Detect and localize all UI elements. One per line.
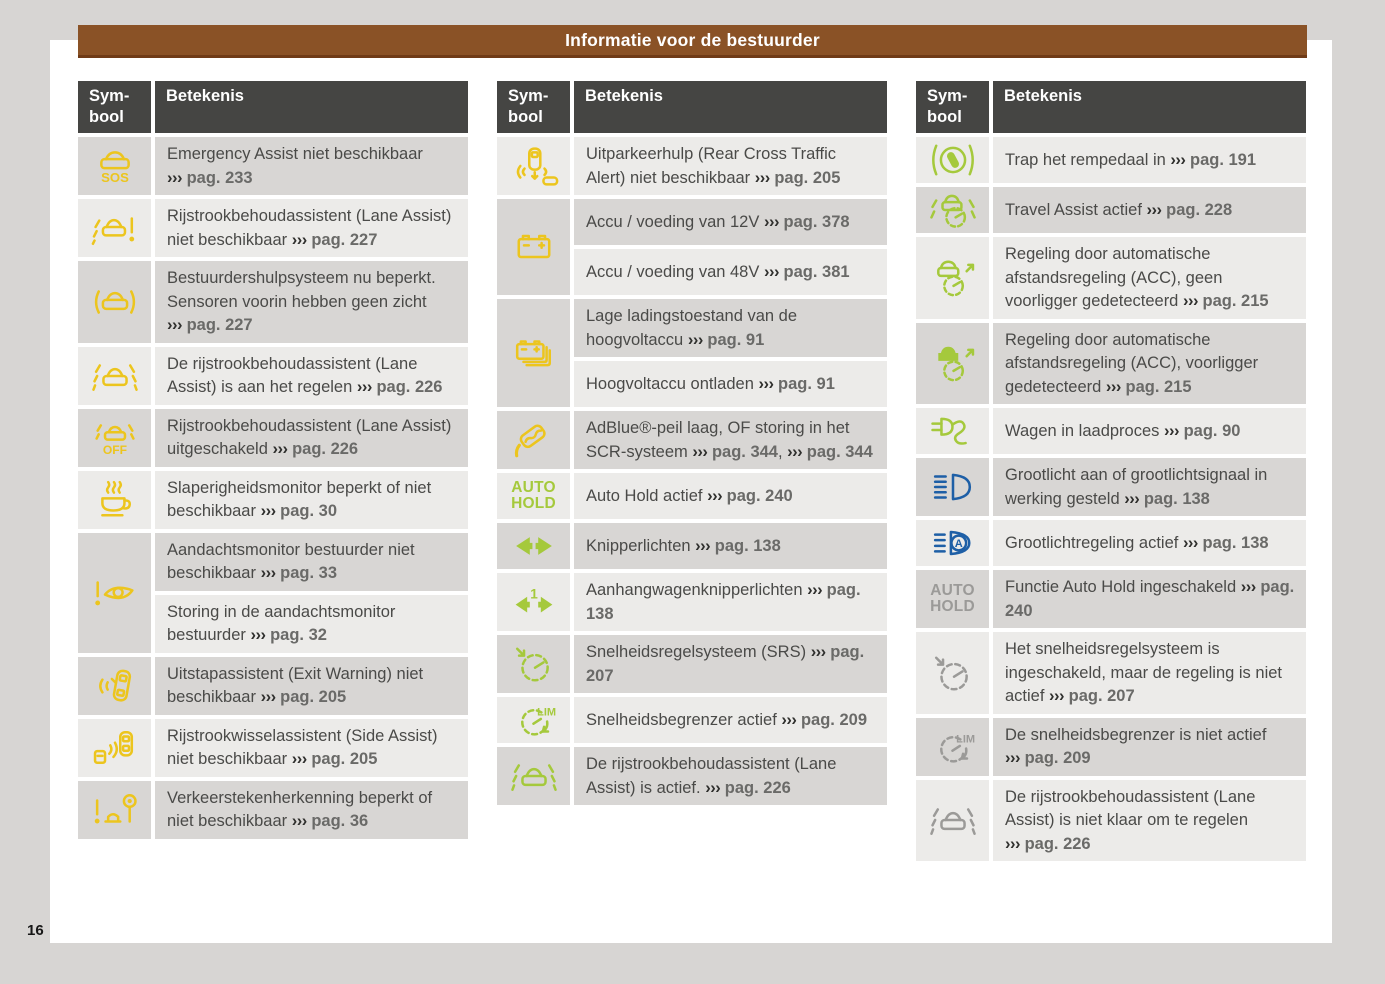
meaning-text: Rijstrookbehoudassistent (Lane Assist) uitgeschakeld <box>167 416 452 458</box>
table-row <box>78 719 468 777</box>
ref-arrow: ››› <box>1005 749 1020 767</box>
meaning-content <box>167 267 458 338</box>
symbol-meaning-cell <box>155 719 468 777</box>
ref-arrow: ››› <box>1170 150 1186 169</box>
page-reference: pag. 209 <box>1024 749 1091 767</box>
arrows-1-icon <box>497 573 570 631</box>
symbol-table-2 <box>497 81 887 861</box>
meaning-content <box>1005 576 1296 623</box>
table-row <box>78 409 468 467</box>
page-reference: pag. 215 <box>1125 377 1192 396</box>
table-header-row <box>497 81 887 133</box>
table-row <box>78 137 468 195</box>
page-reference: pag. 381 <box>783 262 850 281</box>
table-row <box>497 199 887 295</box>
ref-arrow: ››› <box>754 168 770 187</box>
meaning-text: Uitparkeerhulp (Rear Cross Traffic Alert) niet beschikbaar <box>586 145 837 187</box>
symbol-meaning-cell <box>574 411 887 469</box>
lane-off-icon <box>78 409 151 467</box>
meaning-cells <box>155 781 468 839</box>
meaning-text: Regeling door automatische afstandsregeling (ACC), geen voorligger gedetecteerd <box>1005 245 1223 310</box>
ref-arrow: ››› <box>1146 200 1162 219</box>
page-reference: pag. 226 <box>724 778 791 797</box>
table-row <box>78 657 468 715</box>
meaning-content <box>1005 786 1296 857</box>
symbol-meaning-cell <box>155 533 468 591</box>
meaning-content <box>586 579 877 626</box>
table-row <box>916 520 1306 566</box>
page-reference: pag. 227 <box>311 230 378 249</box>
ref-arrow: ››› <box>810 643 826 661</box>
meaning-cells <box>993 408 1306 454</box>
page-reference: pag. 344 <box>711 442 778 461</box>
symbol-meaning-cell <box>574 249 887 295</box>
table-row <box>497 299 887 407</box>
car-sos-icon <box>78 137 151 195</box>
page-reference: pag. 240 <box>1005 578 1295 620</box>
ref-arrow: ››› <box>167 316 182 334</box>
symbol-meaning-cell <box>574 199 887 245</box>
meaning-text: De rijstrookbehoudassistent (Lane Assist) is niet klaar om te regelen <box>1005 787 1256 829</box>
symbol-meaning-cell <box>155 471 468 529</box>
meaning-content <box>1005 532 1269 556</box>
meaning-text: Grootlichtregeling actief <box>1005 533 1179 552</box>
symbol-meaning-cell <box>993 632 1306 714</box>
symbol-meaning-cell <box>155 781 468 839</box>
meaning-text: De rijstrookbehoudassistent (Lane Assist) is aan het regelen <box>167 354 418 396</box>
column-header-meaning: Betekenis <box>993 81 1306 133</box>
meaning-cells <box>993 237 1306 319</box>
table-row <box>916 632 1306 714</box>
table-row <box>78 781 468 839</box>
symbol-meaning-cell <box>574 361 887 407</box>
limiter-icon <box>916 718 989 776</box>
charging-icon <box>916 408 989 454</box>
symbol-meaning-cell <box>574 473 887 519</box>
lane-regulate-icon <box>916 780 989 862</box>
symbol-meaning-cell <box>574 573 887 631</box>
page-reference: pag. 32 <box>270 626 327 644</box>
table-row <box>78 261 468 343</box>
page-reference: pag. 209 <box>800 710 868 729</box>
ref-arrow: ››› <box>807 581 823 599</box>
meaning-text: Storing in de aandachtsmonitor bestuurder <box>167 602 396 644</box>
meaning-cells <box>993 718 1306 776</box>
symbol-meaning-cell <box>574 299 887 357</box>
meaning-content <box>1005 149 1256 173</box>
column-header-symbol: Sym-bool <box>497 81 570 133</box>
acc-empty-icon <box>916 237 989 319</box>
page-reference: pag. 138 <box>1202 533 1269 552</box>
meaning-text: Emergency Assist niet beschikbaar <box>167 145 423 163</box>
meaning-cells <box>574 747 887 805</box>
meaning-content <box>586 373 835 397</box>
meaning-content <box>1005 243 1296 314</box>
sensor-limited-icon <box>78 261 151 343</box>
meaning-cells <box>574 523 887 569</box>
table-header-row <box>916 81 1306 133</box>
battery-stack-icon <box>497 299 570 407</box>
page-reference: pag. 91 <box>707 330 765 349</box>
meaning-content <box>586 753 877 800</box>
table-row <box>916 458 1306 516</box>
travel-assist-icon <box>916 187 989 233</box>
meaning-cells <box>574 299 887 407</box>
page-reference: pag. 205 <box>774 168 841 187</box>
page-reference: pag. 30 <box>280 502 338 520</box>
ref-arrow: ››› <box>705 778 721 797</box>
page-reference: pag. 215 <box>1202 292 1269 310</box>
table-row <box>78 347 468 405</box>
symbol-meaning-cell <box>155 657 468 715</box>
meaning-content <box>586 305 877 352</box>
meaning-cells <box>155 657 468 715</box>
meaning-cells <box>993 632 1306 714</box>
meaning-content <box>1005 464 1296 511</box>
ref-arrow: ››› <box>1124 489 1140 508</box>
meaning-text: Wagen in laadproces <box>1005 421 1160 440</box>
meaning-content <box>167 143 458 190</box>
meaning-content <box>586 211 850 235</box>
page-reference: pag. 226 <box>376 378 443 396</box>
page-reference: pag. 138 <box>586 581 861 623</box>
page-reference: pag. 227 <box>186 316 253 334</box>
rear-cross-icon <box>497 137 570 195</box>
high-beam-auto-icon <box>916 520 989 566</box>
table-row <box>497 523 887 569</box>
ref-arrow: ››› <box>1182 533 1198 552</box>
page-banner <box>78 25 1307 58</box>
meaning-text: Accu / voeding van 12V <box>586 212 760 231</box>
table-row <box>916 187 1306 233</box>
symbol-meaning-cell <box>155 409 468 467</box>
table-row <box>497 473 887 519</box>
ref-arrow: ››› <box>291 750 307 768</box>
meaning-content <box>1005 724 1296 771</box>
high-beam-icon <box>916 458 989 516</box>
ref-arrow: ››› <box>1182 292 1198 310</box>
table-row <box>916 570 1306 628</box>
symbol-meaning-cell <box>574 747 887 805</box>
ref-arrow: ››› <box>1049 687 1065 705</box>
symbol-meaning-cell <box>155 199 468 257</box>
coffee-icon <box>78 471 151 529</box>
page-reference: pag. 205 <box>311 750 378 768</box>
ref-arrow: ››› <box>758 374 774 393</box>
meaning-content <box>167 415 458 462</box>
side-assist-icon <box>78 719 151 777</box>
meaning-text: Accu / voeding van 48V <box>586 262 760 281</box>
table-header-row <box>78 81 468 133</box>
meaning-cells <box>993 570 1306 628</box>
meaning-cells <box>993 137 1306 183</box>
ref-arrow: ››› <box>692 442 708 461</box>
brake-pedal-icon <box>916 137 989 183</box>
ref-arrow: ››› <box>763 262 779 281</box>
ref-arrow: ››› <box>250 626 266 644</box>
page-reference: pag. 91 <box>778 374 835 393</box>
meaning-cells <box>155 719 468 777</box>
table-row <box>497 697 887 743</box>
meaning-cells <box>155 261 468 343</box>
ref-arrow: ››› <box>1240 578 1256 596</box>
table-row <box>916 237 1306 319</box>
meaning-text: De snelheidsbegrenzer is niet actief <box>1005 725 1267 744</box>
symbol-meaning-cell <box>574 137 887 195</box>
table-row <box>916 323 1306 405</box>
meaning-content <box>586 641 877 688</box>
meaning-content <box>586 261 850 285</box>
limiter-icon <box>497 697 570 743</box>
traffic-sign-icon <box>78 781 151 839</box>
meaning-cells <box>155 409 468 467</box>
symbol-meaning-cell <box>155 137 468 195</box>
meaning-text: Lage ladingstoestand van de hoogvoltaccu <box>586 307 798 349</box>
table-row <box>916 408 1306 454</box>
column-header-meaning: Betekenis <box>155 81 468 133</box>
acc-vehicle-icon <box>916 323 989 405</box>
ref-arrow: ››› <box>260 502 276 520</box>
page-reference: pag. 191 <box>1189 150 1257 169</box>
meaning-text: Slaperigheidsmonitor beperkt of niet beschikbaar <box>167 478 432 520</box>
symbol-meaning-cell <box>993 718 1306 776</box>
meaning-text: Aandachtsmonitor bestuurder niet beschikbaar <box>167 540 415 582</box>
meaning-cells <box>574 573 887 631</box>
symbol-meaning-cell <box>574 697 887 743</box>
table-row <box>78 199 468 257</box>
ref-arrow: ››› <box>291 230 307 249</box>
lane-regulate-icon <box>497 747 570 805</box>
meaning-text: Knipperlichten <box>586 536 691 555</box>
ref-arrow: ››› <box>707 486 723 505</box>
ref-arrow: ››› <box>1105 377 1121 396</box>
meaning-content <box>167 787 458 834</box>
table-row <box>78 471 468 529</box>
meaning-text: De rijstrookbehoudassistent (Lane Assist) is actief. <box>586 755 837 797</box>
ref-arrow: ››› <box>695 536 711 555</box>
auto-hold-icon <box>497 473 570 519</box>
meaning-content <box>167 539 458 586</box>
battery-icon <box>497 199 570 295</box>
table-row <box>497 411 887 469</box>
adblue-icon <box>497 411 570 469</box>
meaning-text: Aanhangwagenknipperlichten <box>586 581 803 599</box>
ref-arrow: ››› <box>763 212 779 231</box>
page-reference: pag. 226 <box>1024 834 1091 853</box>
meaning-cells <box>574 137 887 195</box>
page-reference: pag. 233 <box>186 168 253 187</box>
auto-hold-text: AUTO HOLD <box>511 478 556 512</box>
meaning-content <box>1005 638 1296 709</box>
page-reference: pag. 90 <box>1183 421 1241 440</box>
ref-arrow: ››› <box>781 710 797 729</box>
page-reference: pag. 228 <box>1166 200 1233 219</box>
meaning-content <box>586 485 793 509</box>
lane-regulate-icon <box>78 347 151 405</box>
meaning-cells <box>155 199 468 257</box>
page-reference: pag. 226 <box>292 440 359 458</box>
symbol-meaning-cell <box>993 137 1306 183</box>
banner-title: Informatie voor de bestuurder <box>565 29 820 50</box>
page-reference: pag. 378 <box>783 212 850 231</box>
page-number: 16 <box>27 922 44 939</box>
meaning-text: Functie Auto Hold ingeschakeld <box>1005 578 1237 596</box>
meaning-content <box>586 709 867 733</box>
meaning-text: Snelheidsbegrenzer actief <box>586 710 777 729</box>
table-row <box>497 747 887 805</box>
table-row <box>497 573 887 631</box>
auto-hold-icon <box>916 570 989 628</box>
meaning-content <box>167 205 458 252</box>
table-row <box>916 718 1306 776</box>
column-header-symbol: Sym-bool <box>916 81 989 133</box>
meaning-text: Uitstapassistent (Exit Warning) niet beschikbaar <box>167 664 424 706</box>
table-row <box>497 137 887 195</box>
page-reference: pag. 33 <box>280 564 338 582</box>
meaning-content <box>167 477 458 524</box>
lane-warning-icon <box>78 199 151 257</box>
meaning-cells <box>993 520 1306 566</box>
page-reference: pag. 205 <box>280 688 347 706</box>
meaning-text: Het snelheidsregelsysteem is ingeschakeld, maar de regeling is niet actief <box>1005 640 1282 705</box>
meaning-text: Trap het rempedaal in <box>1005 150 1166 169</box>
ref-arrow: ››› <box>356 378 372 396</box>
page-reference: pag. 36 <box>311 812 369 830</box>
meaning-cells <box>574 199 887 295</box>
page-reference: pag. 207 <box>586 643 865 685</box>
meaning-content <box>167 601 458 648</box>
column-header-meaning: Betekenis <box>574 81 887 133</box>
cruise-icon <box>916 632 989 714</box>
meaning-content <box>1005 420 1240 444</box>
meaning-text: Snelheidsregelsysteem (SRS) <box>586 643 807 661</box>
symbol-meaning-cell <box>993 323 1306 405</box>
symbol-meaning-cell <box>993 570 1306 628</box>
page-reference: pag. 138 <box>1143 489 1210 508</box>
meaning-cells <box>993 458 1306 516</box>
ref-arrow: ››› <box>787 442 803 461</box>
ref-arrow: ››› <box>260 564 276 582</box>
meaning-text: Auto Hold actief <box>586 486 703 505</box>
table-row <box>497 635 887 693</box>
symbol-meaning-cell <box>155 595 468 653</box>
symbol-tables <box>78 81 1307 861</box>
meaning-text: Hoogvoltaccu ontladen <box>586 374 754 393</box>
symbol-meaning-cell <box>574 635 887 693</box>
meaning-cells <box>155 533 468 653</box>
meaning-text: Rijstrookwisselassistent (Side Assist) niet beschikbaar <box>167 726 438 768</box>
symbol-meaning-cell <box>155 347 468 405</box>
symbol-meaning-cell <box>993 187 1306 233</box>
meaning-content <box>1005 329 1296 400</box>
eye-warning-icon <box>78 533 151 653</box>
symbol-meaning-cell <box>993 408 1306 454</box>
meaning-cells <box>574 635 887 693</box>
meaning-cells <box>574 411 887 469</box>
ref-arrow: ››› <box>167 168 182 187</box>
meaning-text: Regeling door automatische afstandsregeling (ACC), voorligger gedetecteerd <box>1005 330 1259 396</box>
meaning-content <box>586 535 781 559</box>
ref-arrow: ››› <box>1164 421 1179 440</box>
page-reference: pag. 138 <box>714 536 781 555</box>
meaning-content <box>586 143 877 190</box>
meaning-content <box>1005 199 1232 223</box>
cruise-icon <box>497 635 570 693</box>
symbol-meaning-cell <box>993 237 1306 319</box>
page-reference: pag. 344 <box>806 442 873 461</box>
auto-hold-text: AUTO HOLD <box>930 581 975 615</box>
page-reference: pag. 207 <box>1068 687 1135 705</box>
symbol-meaning-cell <box>155 261 468 343</box>
ref-arrow: ››› <box>272 440 288 458</box>
symbol-meaning-cell <box>993 458 1306 516</box>
symbol-meaning-cell <box>993 780 1306 862</box>
meaning-text: Verkeerstekenherkenning beperkt of niet beschikbaar <box>167 788 433 830</box>
meaning-cells <box>155 137 468 195</box>
symbol-table-3 <box>916 81 1306 861</box>
meaning-text: AdBlue®-peil laag, OF storing in het SCR-systeem <box>586 419 850 461</box>
ref-arrow: ››› <box>1005 834 1020 853</box>
meaning-text: Bestuurdershulpsysteem nu beperkt. Sensoren voorin hebben geen zicht <box>167 269 436 311</box>
table-row <box>916 137 1306 183</box>
meaning-cells <box>155 471 468 529</box>
ref-arrow: ››› <box>291 812 307 830</box>
meaning-cells <box>993 780 1306 862</box>
meaning-cells <box>155 347 468 405</box>
meaning-text: Rijstrookbehoudassistent (Lane Assist) niet beschikbaar <box>167 207 452 249</box>
exit-warning-icon <box>78 657 151 715</box>
symbol-meaning-cell <box>993 520 1306 566</box>
arrows-lr-icon <box>497 523 570 569</box>
symbol-table-1 <box>78 81 468 861</box>
meaning-cells <box>574 473 887 519</box>
column-header-symbol: Sym-bool <box>78 81 151 133</box>
meaning-text: Travel Assist actief <box>1005 200 1142 219</box>
meaning-text: Grootlicht aan of grootlichtsignaal in werking gesteld <box>1005 466 1268 508</box>
page-reference: pag. 240 <box>726 486 793 505</box>
meaning-cells <box>574 697 887 743</box>
ref-arrow: ››› <box>687 330 703 349</box>
meaning-cells <box>993 187 1306 233</box>
table-row <box>78 533 468 653</box>
ref-arrow: ››› <box>260 688 276 706</box>
meaning-content <box>167 353 458 400</box>
table-row <box>916 780 1306 862</box>
meaning-content <box>167 725 458 772</box>
meaning-content: AdBlue®-peil laag, OF storing in het SCR-systeem ››› pag. 344, ››› pag. 344 <box>586 419 873 461</box>
symbol-meaning-cell <box>574 523 887 569</box>
meaning-content <box>167 663 458 710</box>
meaning-cells <box>993 323 1306 405</box>
